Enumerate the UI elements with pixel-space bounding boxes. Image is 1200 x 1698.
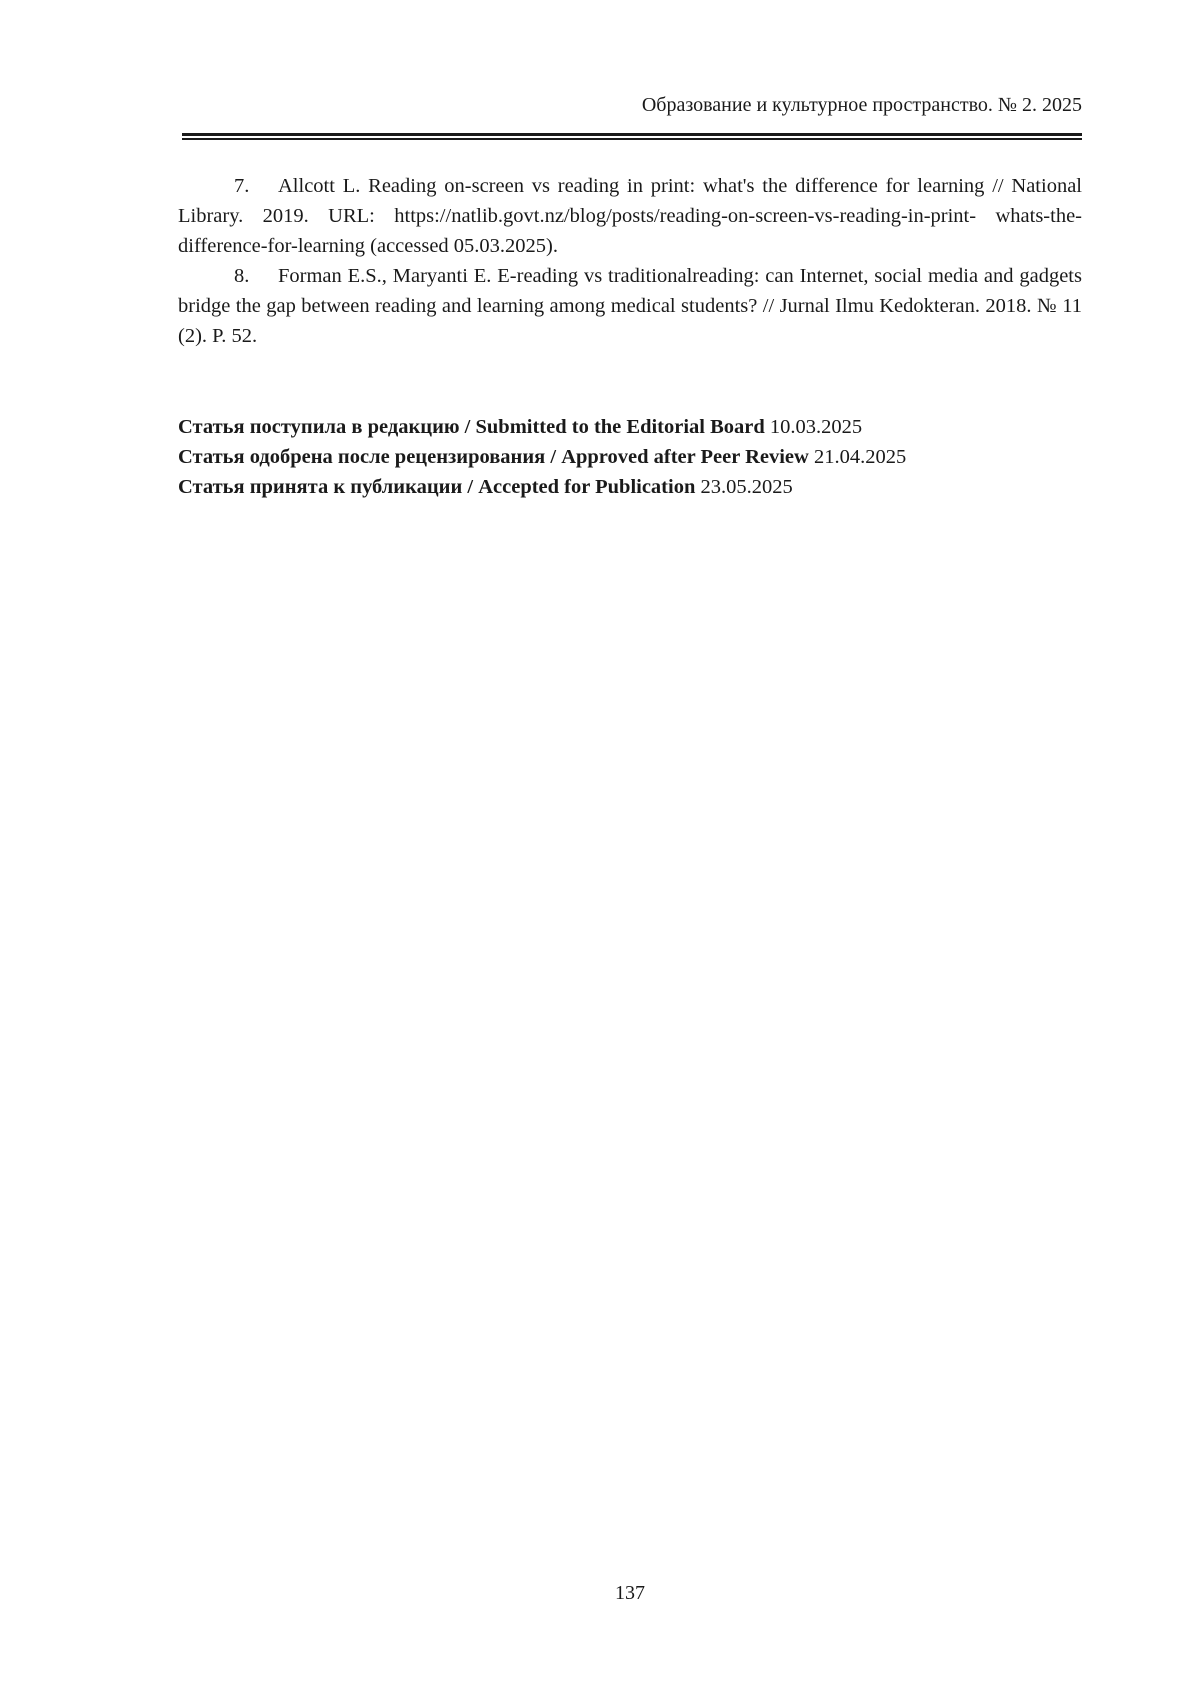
reference-item: [178, 171, 1082, 261]
reference-number: 8.: [234, 265, 250, 287]
header-rule-thin: [182, 138, 1082, 140]
date-value: 23.05.2025: [700, 476, 793, 498]
date-label: Статья принята к публикации / Accepted for Publication: [178, 476, 696, 498]
article-dates: [178, 412, 1082, 502]
date-submitted: [178, 412, 1082, 442]
reference-item: [178, 261, 1082, 351]
reference-list: [178, 171, 1082, 351]
date-value: 10.03.2025: [769, 416, 863, 438]
date-accepted: [178, 472, 1082, 502]
reference-number: 7.: [234, 175, 250, 197]
date-label: Статья одобрена после рецензирования / Approved after Peer Review: [178, 446, 809, 468]
date-label: Статья поступила в редакцию / Submitted to the Editorial Board: [178, 416, 765, 438]
date-value: 21.04.2025: [813, 446, 907, 468]
running-header: Образование и культурное пространство. № 2. 2025: [641, 94, 1082, 116]
date-approved: [178, 442, 1082, 472]
page-number: 137: [615, 1582, 645, 1604]
reference-text: Allcott L. Reading on-screen vs reading in print: what's the difference for learning // National Library. 2019. URL: https://natlib.govt.nz/blog/posts/reading-on-screen-vs-reading-in-print- whats-the-difference-for-learning (accessed 05.03.2025).: [178, 175, 1082, 257]
header-rule-thick: [182, 133, 1082, 136]
reference-text: Forman E.S., Maryanti E. E-reading vs traditionalreading: can Internet, social media and gadgets bridge the gap between reading and learning among medical students? // Jurnal Ilmu Kedokteran. 2018. № 11 (2). P. 52.: [178, 265, 1082, 347]
